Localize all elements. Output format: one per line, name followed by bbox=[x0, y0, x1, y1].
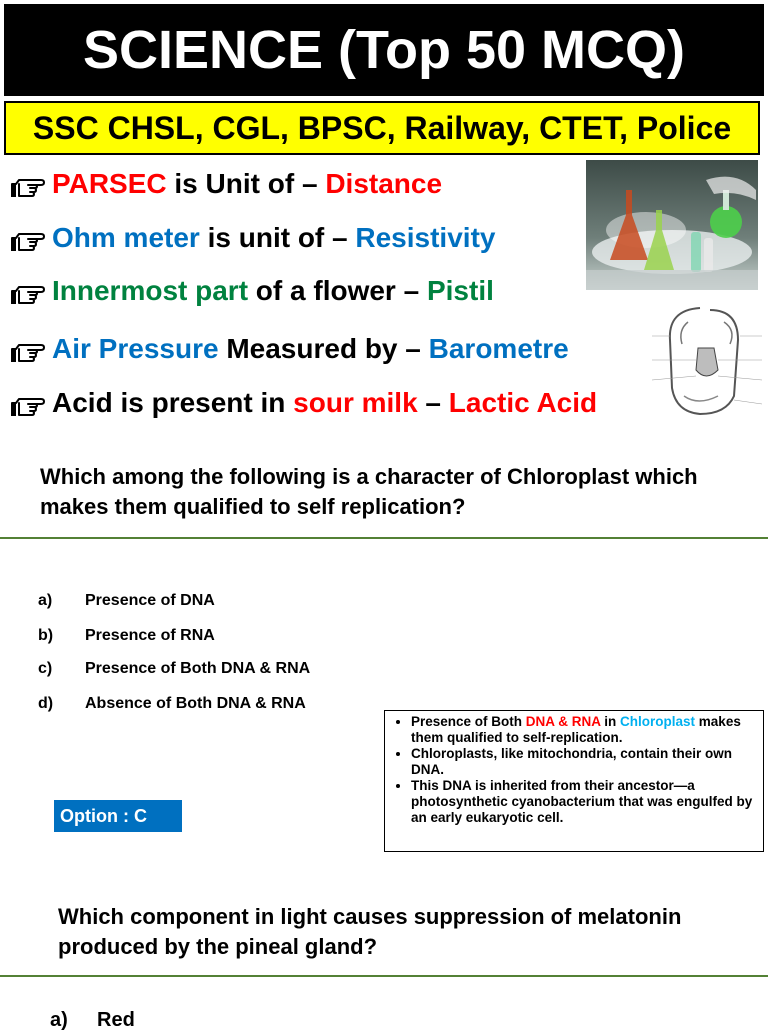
option-b[interactable]: b) Presence of RNA bbox=[38, 627, 215, 644]
fact-line: PARSEC is Unit of – Distance bbox=[10, 164, 442, 204]
pointing-hand-icon bbox=[10, 385, 52, 425]
pointing-hand-icon bbox=[10, 166, 52, 206]
explanation-bullet: • Presence of Both DNA & RNA in Chloroplast makes them qualified to self-replication. bbox=[411, 714, 759, 746]
question-1-text: Which among the following is a character of Chloroplast which makes them qualified to self replication? bbox=[40, 464, 698, 519]
fact-line: Air Pressure Measured by – Barometre bbox=[10, 329, 569, 369]
fact-line: Innermost part of a flower – Pistil bbox=[10, 271, 494, 311]
q2-option-a[interactable]: a) Red bbox=[50, 1009, 135, 1031]
exam-list-banner: SSC CHSL, CGL, BPSC, Railway, CTET, Police bbox=[4, 101, 760, 155]
question-2-text: Which component in light causes suppression of melatonin produced by the pineal gland? bbox=[58, 904, 682, 959]
explanation-bullet: • This DNA is inherited from their ancestor—a photosynthetic cyanobacterium that was engulfed by an early eukaryotic cell. bbox=[411, 778, 759, 826]
section-divider bbox=[0, 537, 768, 539]
circulation-diagram bbox=[648, 300, 766, 424]
explanation-bullet: • Chloroplasts, like mitochondria, contain their own DNA. bbox=[411, 746, 759, 778]
pointing-hand-icon bbox=[10, 220, 52, 260]
option-c[interactable]: c) Presence of Both DNA & RNA bbox=[38, 660, 311, 677]
lab-flasks-image bbox=[586, 160, 758, 290]
pointing-hand-icon bbox=[10, 273, 52, 313]
option-d[interactable]: d) Absence of Both DNA & RNA bbox=[38, 695, 306, 712]
page-title: SCIENCE (Top 50 MCQ) bbox=[4, 4, 764, 96]
answer-badge: Option : C bbox=[54, 800, 182, 832]
fact-line: Ohm meter is unit of – Resistivity bbox=[10, 218, 495, 258]
option-a[interactable]: a) Presence of DNA bbox=[38, 592, 215, 609]
explanation-box bbox=[384, 710, 764, 852]
pointing-hand-icon bbox=[10, 331, 52, 371]
fact-line: Acid is present in sour milk – Lactic Acid bbox=[10, 383, 597, 423]
section-divider bbox=[0, 975, 768, 977]
